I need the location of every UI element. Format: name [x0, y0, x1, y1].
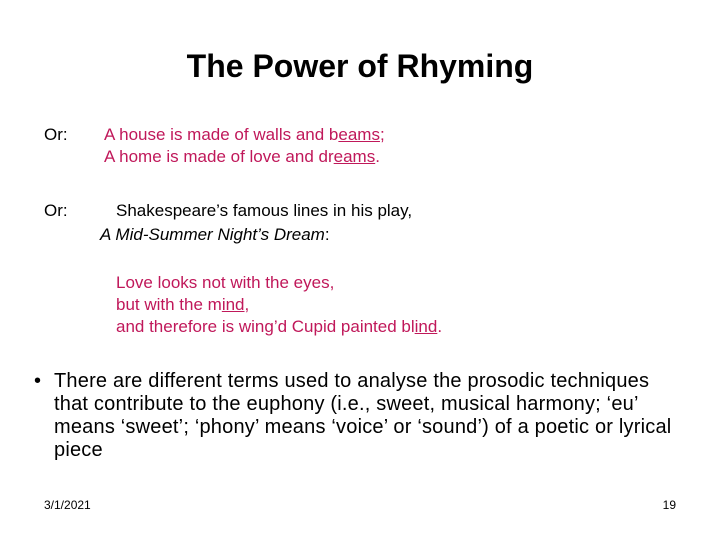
- bullet-text: There are different terms used to analyse the prosodic techniques that contribute to the euphony (i.e., sweet, musical harmony; ‘eu’ means ‘sweet’; ‘phony’ means ‘voice’ or ‘sound’) of a poetic or lyrical piece: [54, 370, 672, 461]
- shakespeare-quote: [116, 272, 442, 338]
- page-number: 19: [662, 498, 676, 512]
- example1-label: Or:: [44, 125, 68, 144]
- play-title-line: A Mid-Summer Night’s Dream:: [100, 225, 330, 244]
- footer-date: 3/1/2021: [44, 498, 91, 512]
- quote-line-3: and therefore is wing’d Cupid painted blind.: [116, 317, 443, 336]
- quote-line-2: but with the mind,: [116, 295, 250, 314]
- play-title: A Mid-Summer Night’s Dream: [100, 225, 325, 244]
- verse-line-2: A home is made of love and dreams.: [104, 147, 380, 166]
- quote-line-1: Love looks not with the eyes,: [116, 273, 335, 292]
- bullet-marker: •: [34, 370, 42, 392]
- example1-verse: [104, 124, 385, 168]
- slide-title: The Power of Rhyming: [186, 48, 534, 84]
- verse-line-1: A house is made of walls and beams;: [104, 125, 385, 144]
- bullet-point: [34, 370, 674, 462]
- shakespeare-intro: Shakespeare’s famous lines in his play,: [116, 201, 413, 220]
- example2-label: Or:: [44, 201, 68, 220]
